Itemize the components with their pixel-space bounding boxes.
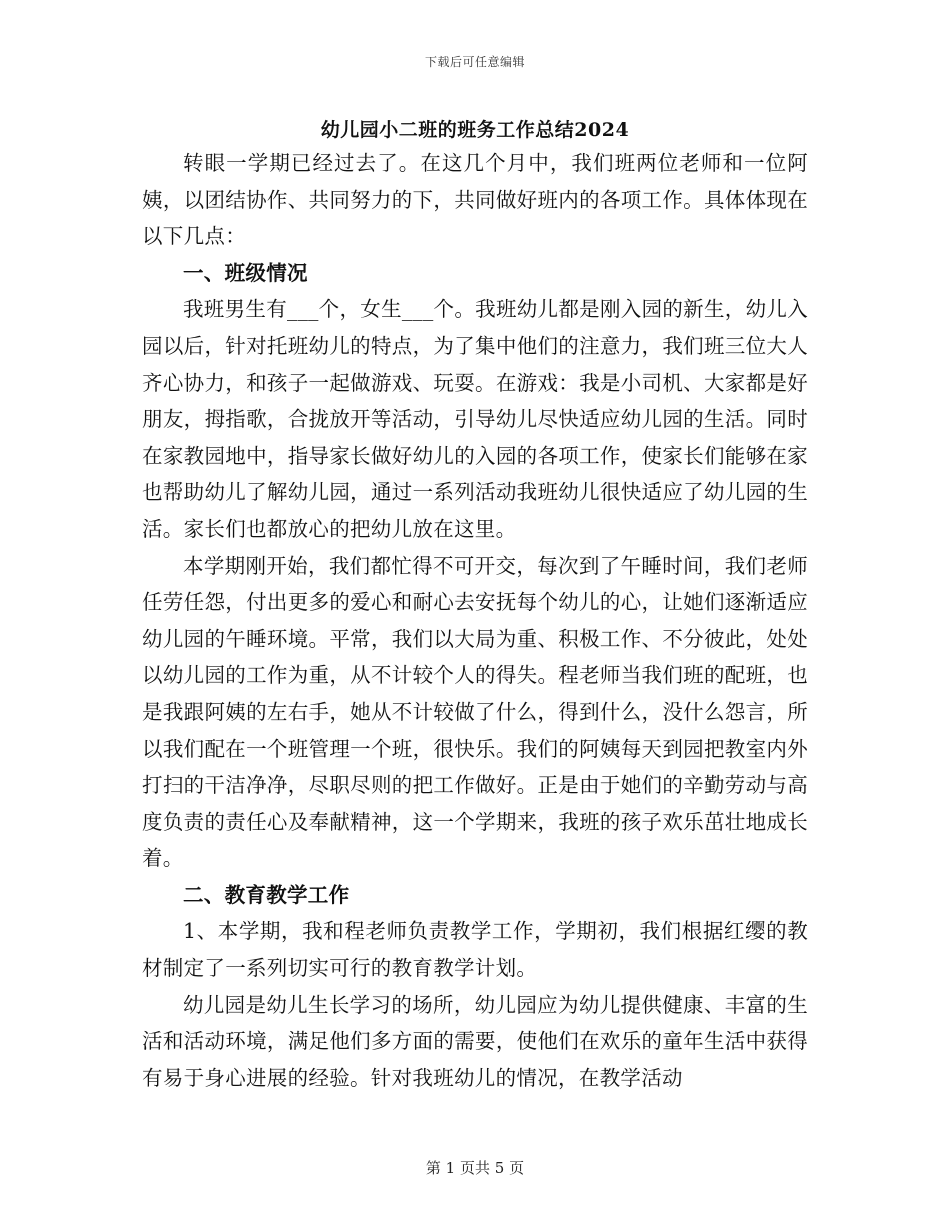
header-note: 下载后可任意编辑 — [424, 55, 525, 69]
document-body — [142, 145, 808, 1096]
kindergarten-environment-paragraph: 幼儿园是幼儿生长学习的场所，幼儿园应为幼儿提供健康、丰富的生活和活动环境，满足他们多方面的需要，使他们在欢乐的童年生活中获得有易于身心进展的经验。针对我班幼儿的情况，在教学活动 — [142, 992, 808, 1090]
class-situation-paragraph: 我班男生有___个，女生___个。我班幼儿都是刚入园的新生，幼儿入园以后，针对托班幼儿的特点，为了集中他们的注意力，我们班三位大人齐心协力，和孩子一起做游戏、玩耍。在游戏：我是小司机、大家都是好朋友，拇指歌，合拢放开等活动，引导幼儿尽快适应幼儿园的生活。同时在家教园地中，指导家长做好幼儿的入园的各项工作，使家长们能够在家也帮助幼儿了解幼儿园，通过一系列活动我班幼儿很快适应了幼儿园的生活。家长们也都放心的把幼儿放在这里。 — [142, 297, 808, 541]
section-heading-teaching-work: 二、教育教学工作 — [183, 882, 350, 907]
section-heading-class-situation: 一、班级情况 — [183, 260, 308, 285]
intro-paragraph: 转眼一学期已经过去了。在这几个月中，我们班两位老师和一位阿姨，以团结协作、共同努力的下，共同做好班内的各项工作。具体体现在以下几点： — [142, 151, 808, 249]
page-number-footer: 第 1 页共 5 页 — [425, 1159, 525, 1177]
document-title: 幼儿园小二班的班务工作总结2024 — [320, 119, 630, 141]
teaching-plan-paragraph: 1、本学期，我和程老师负责教学工作，学期初，我们根据红缨的教材制定了一系列切实可行的教育教学计划。 — [142, 919, 808, 981]
semester-start-paragraph: 本学期刚开始，我们都忙得不可开交，每次到了午睡时间，我们老师任劳任怨，付出更多的爱心和耐心去安抚每个幼儿的心，让她们逐渐适应幼儿园的午睡环境。平常，我们以大局为重、积极工作、不分彼此，处处以幼儿园的工作为重，从不计较个人的得失。程老师当我们班的配班，也是我跟阿姨的左右手，她从不计较做了什么，得到什么，没什么怨言，所以我们配在一个班管理一个班，很快乐。我们的阿姨每天到园把教室内外打扫的干洁净净，尽职尽则的把工作做好。正是由于她们的辛勤劳动与高度负责的责任心及奉献精神，这一个学期来，我班的孩子欢乐茁壮地成长着。 — [142, 553, 808, 871]
